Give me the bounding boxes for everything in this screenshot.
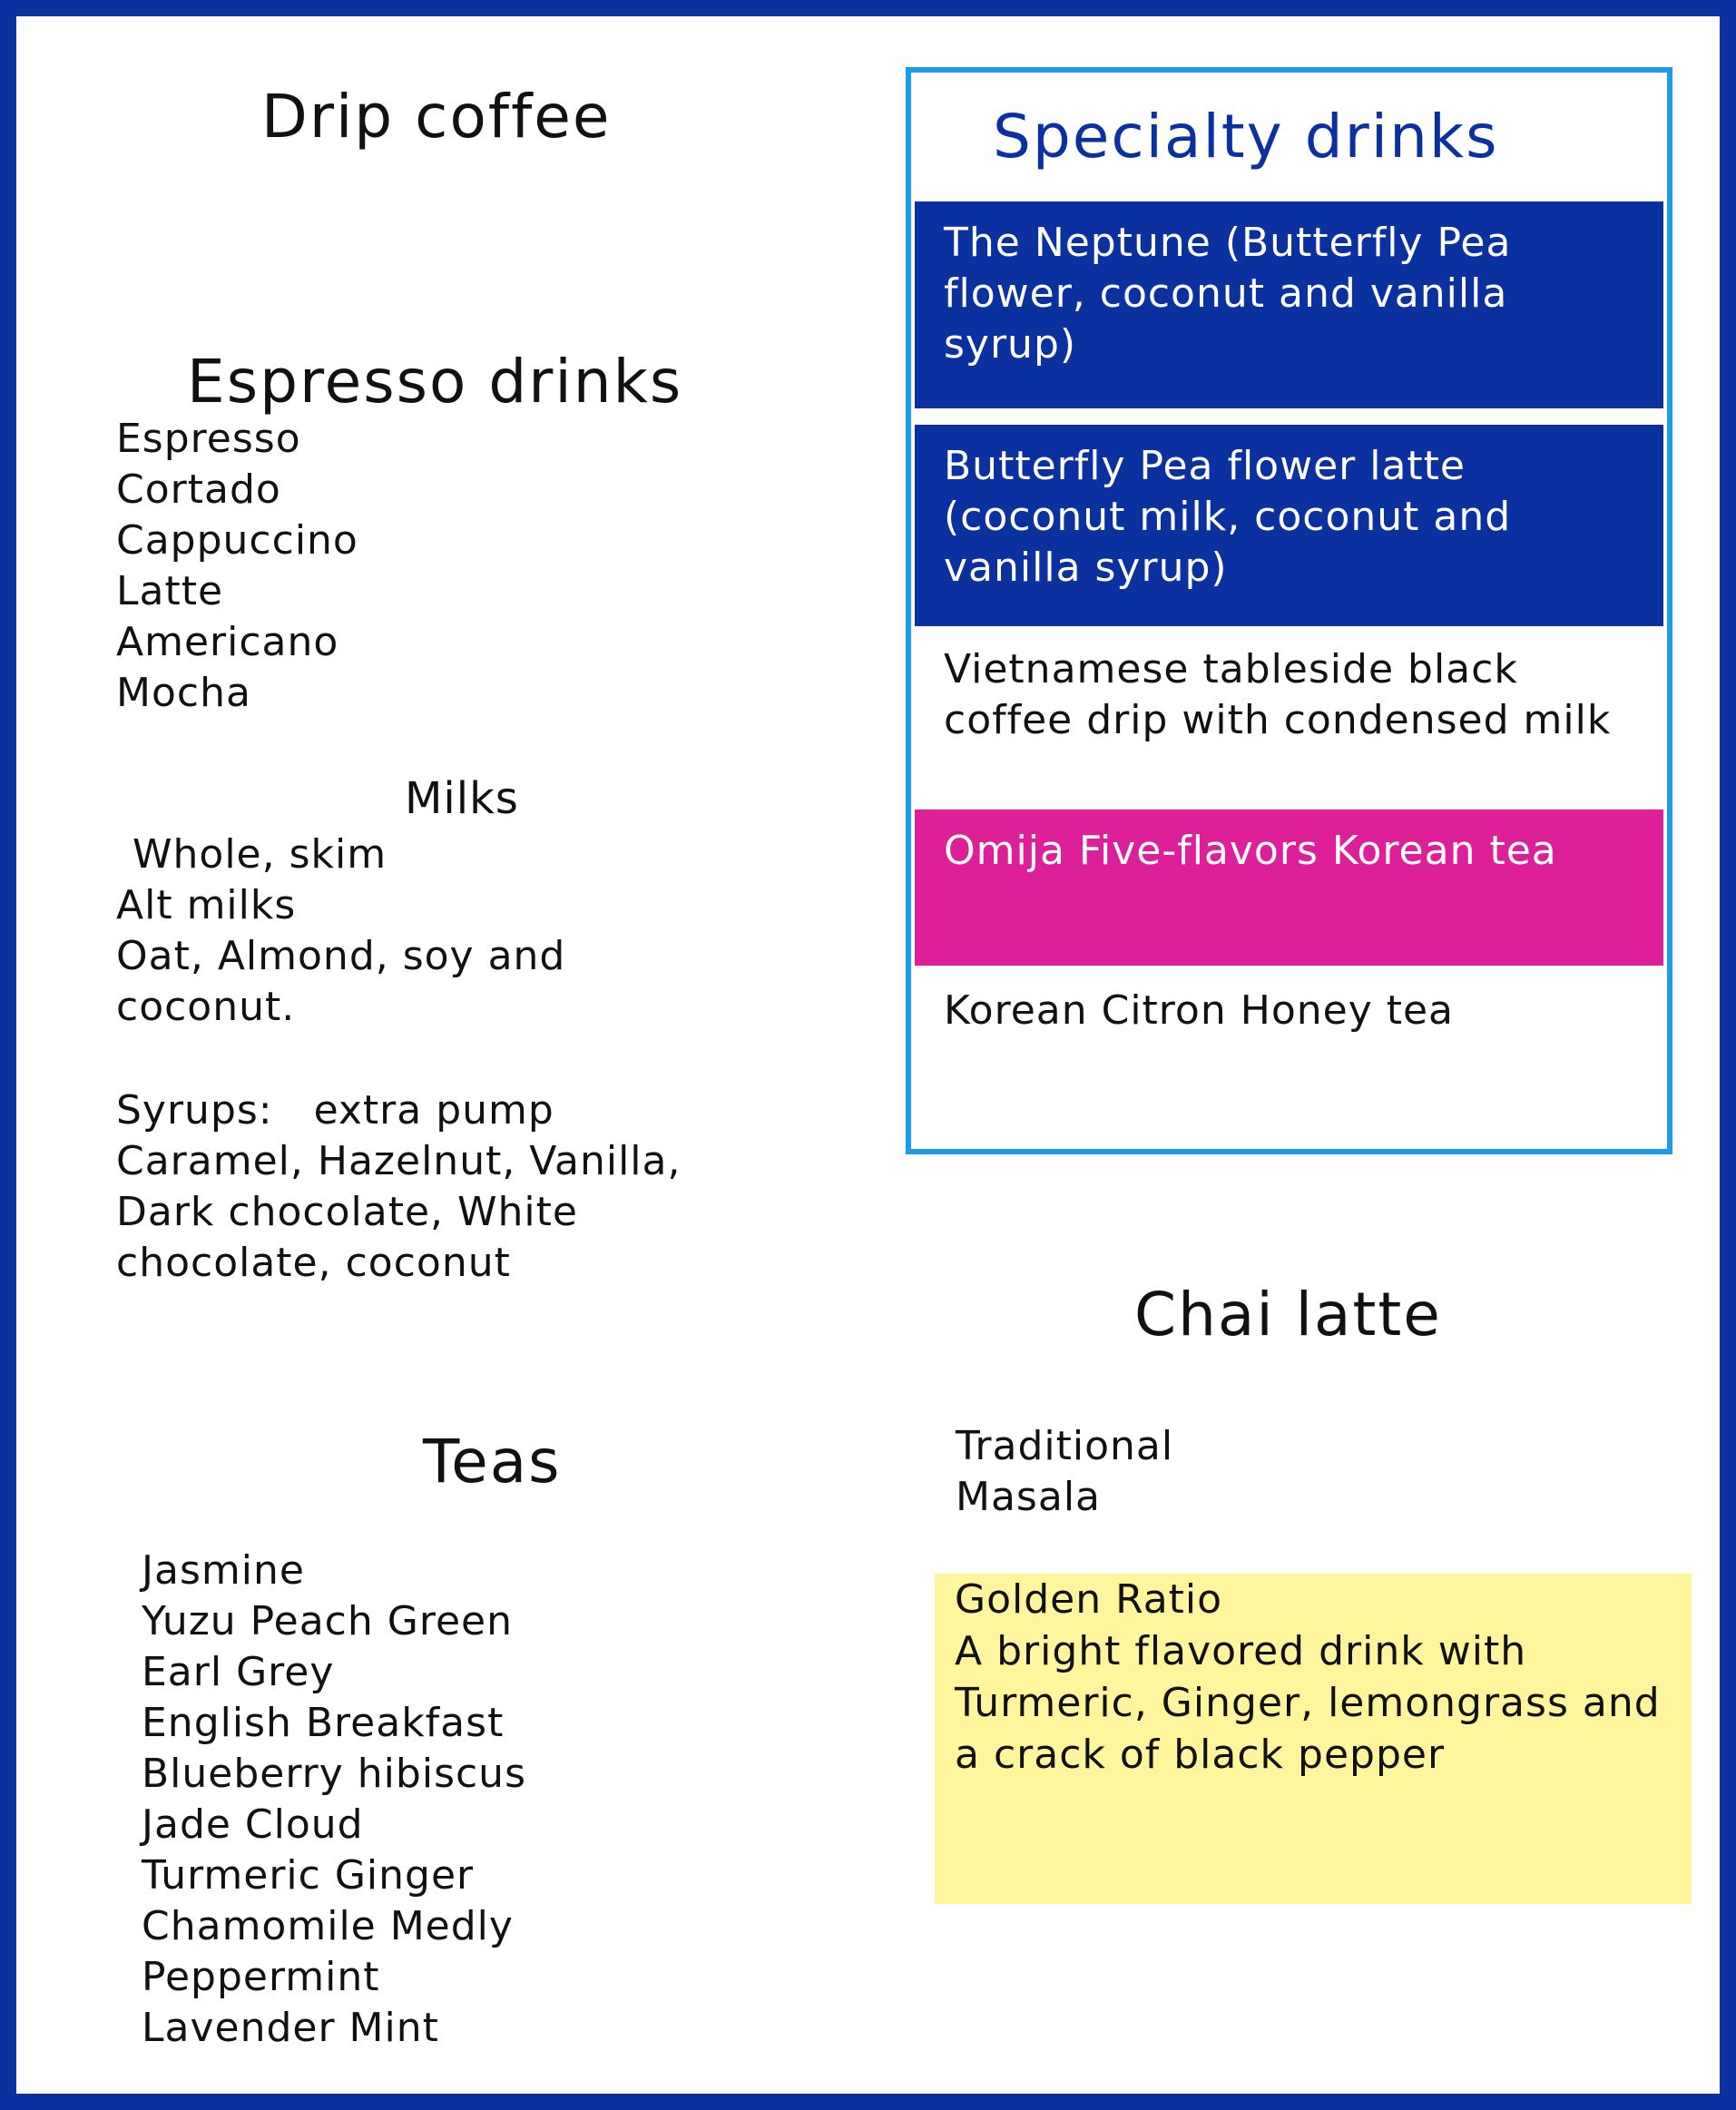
- espresso-item: Cappuccino: [116, 517, 358, 564]
- tea-item: Jade Cloud: [142, 1801, 364, 1848]
- milks-heading: Milks: [405, 773, 519, 824]
- espresso-item: Cortado: [116, 466, 281, 513]
- golden-ratio-description: A bright flavored drink with Turmeric, Ginger, lemongrass and a crack of black pepper: [955, 1628, 1661, 1778]
- alt-milks-label: Alt milks: [116, 882, 297, 928]
- tea-item: Peppermint: [142, 1954, 380, 2000]
- specialty-item-butterfly-pea-latte: Butterfly Pea flower latte (coconut milk, coconut and vanilla syrup): [915, 425, 1663, 626]
- chai-latte-heading: Chai latte: [1134, 1280, 1442, 1349]
- espresso-item: Espresso: [116, 416, 301, 462]
- teas-heading: Teas: [423, 1427, 562, 1497]
- chai-list: [956, 1421, 1173, 1523]
- tea-item: Jasmine: [142, 1547, 305, 1594]
- tea-item: Blueberry hibiscus: [142, 1751, 526, 1797]
- specialty-item-vietnamese-coffee: Vietnamese tableside black coffee drip with condensed milk: [915, 628, 1663, 806]
- golden-ratio-highlight: [935, 1574, 1692, 1904]
- tea-item: Turmeric Ginger: [142, 1852, 475, 1899]
- tea-item: Earl Grey: [142, 1649, 335, 1695]
- alt-milks-line: Oat, Almond, soy and: [116, 933, 566, 979]
- tea-item: Yuzu Peach Green: [142, 1598, 513, 1644]
- syrups-line: Caramel, Hazelnut, Vanilla,: [116, 1138, 682, 1184]
- specialty-item-citron-tea: Korean Citron Honey tea: [915, 969, 1663, 1105]
- espresso-item: Americano: [116, 619, 339, 665]
- specialty-item-omija-tea: Omija Five-flavors Korean tea: [915, 810, 1663, 966]
- specialty-drinks-heading: Specialty drinks: [993, 102, 1499, 172]
- specialty-drinks-panel: [906, 67, 1672, 1154]
- drip-coffee-heading: Drip coffee: [261, 82, 612, 152]
- teas-list: [142, 1546, 526, 2054]
- specialty-item-neptune: The Neptune (Butterfly Pea flower, coconut and vanilla syrup): [915, 201, 1663, 408]
- espresso-item: Latte: [116, 568, 224, 614]
- alt-milks-line: coconut.: [116, 984, 296, 1030]
- espresso-drinks-heading: Espresso drinks: [187, 347, 683, 417]
- tea-item: Chamomile Medly: [142, 1903, 514, 1949]
- chai-item: Traditional: [956, 1423, 1174, 1469]
- espresso-item: Mocha: [116, 670, 251, 716]
- syrups-label: Syrups: extra pump: [116, 1087, 554, 1134]
- tea-item: English Breakfast: [142, 1700, 505, 1746]
- syrups-line: Dark chocolate, White: [116, 1189, 578, 1235]
- chai-item: Masala: [956, 1474, 1101, 1520]
- espresso-list: [116, 414, 358, 719]
- standard-milks: Whole, skim: [132, 831, 387, 878]
- alt-milks-list: [116, 931, 751, 1033]
- golden-ratio-name: Golden Ratio: [955, 1576, 1223, 1623]
- tea-item: Lavender Mint: [142, 2005, 439, 2051]
- syrups-line: chocolate, coconut: [116, 1240, 511, 1286]
- syrups-list: [116, 1136, 806, 1289]
